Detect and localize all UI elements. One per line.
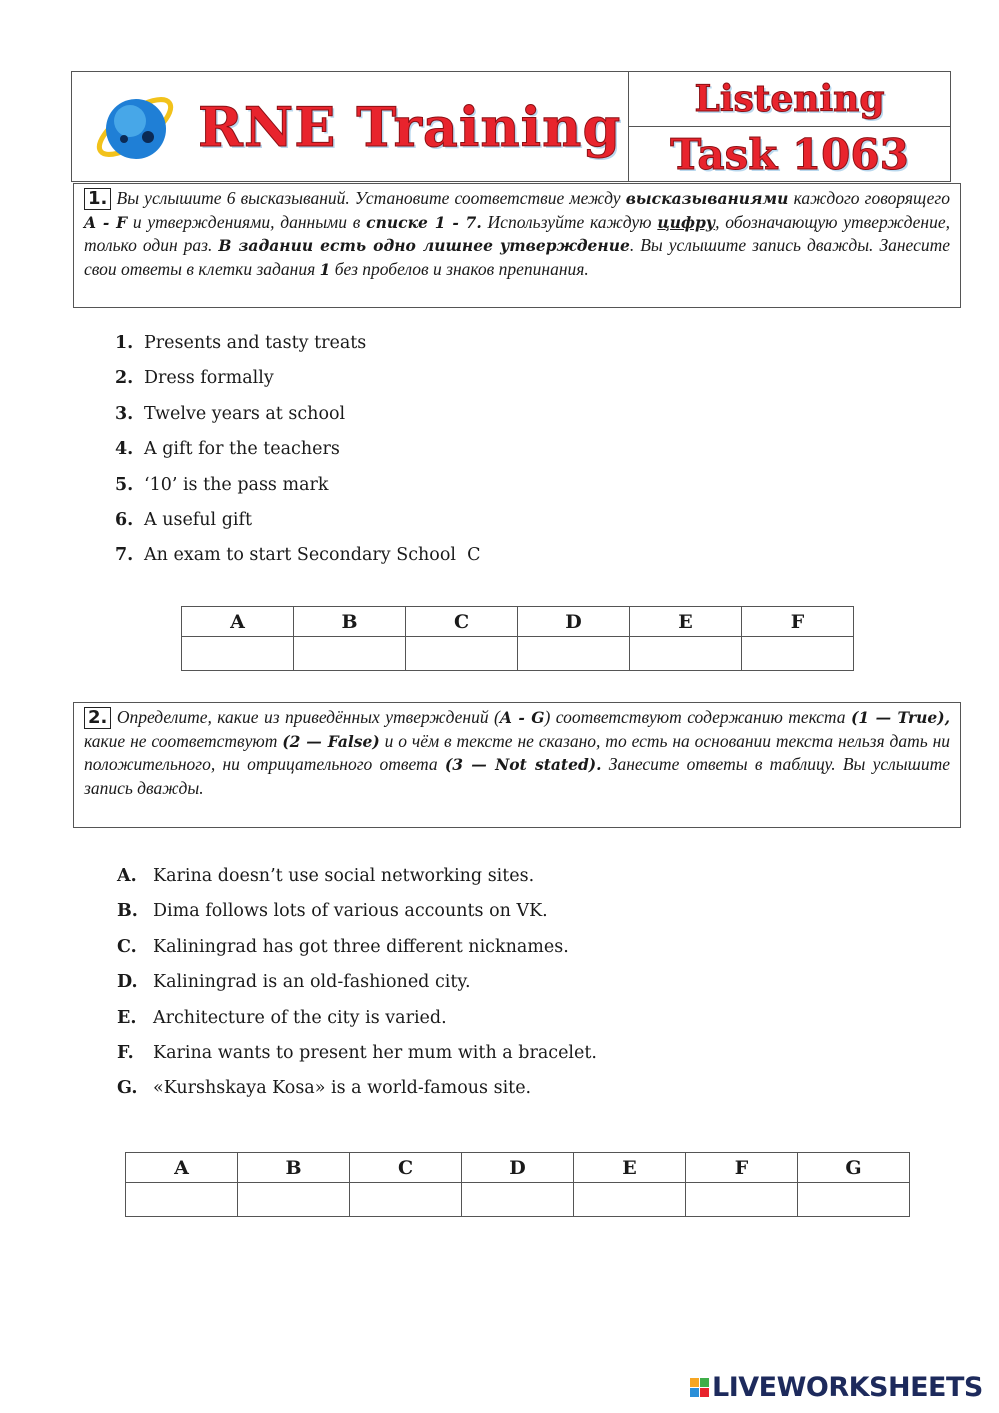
answer-cell[interactable] [686,1183,798,1217]
item-letter: G. [117,1078,138,1099]
instr-text: Используйте каждую [481,211,658,232]
list-item [115,404,480,439]
column-header: B [294,607,406,637]
list-item [115,510,480,545]
column-header: F [686,1153,798,1183]
item-letter: C. [117,936,137,957]
item-number: 2. [115,368,134,389]
column-header: A [182,607,294,637]
instr-text: , обозначающую утверждение, только один раз. [84,211,951,256]
instr-bold: 1 [319,259,331,279]
column-header: D [462,1153,574,1183]
instr-text: и о чём в тексте не сказано, то есть на основании текста нельзя дать ни положительного, ни отрицательного ответа [84,730,951,775]
item-text: A gift for the teachers [144,439,340,460]
task-number: Task 1063 [670,129,909,179]
answer-cell[interactable] [462,1183,574,1217]
column-header: E [630,607,742,637]
answer-cell[interactable] [294,637,406,671]
item-number: 1. [115,333,134,353]
column-header: F [742,607,854,637]
list-item [117,937,597,972]
item-letter: A. [117,866,137,886]
brand-title: RNE Training [198,94,622,159]
column-header: B [238,1153,350,1183]
item-text: Presents and tasty treats [144,333,367,353]
column-header: E [574,1153,686,1183]
list-item [117,901,597,936]
instr-bold-underlined: цифру [657,212,716,232]
brand-block [72,72,629,181]
item-text: ‘10’ is the pass mark [144,474,329,495]
list-item [115,368,480,403]
list-item [117,972,597,1007]
worksheet-header [71,71,951,182]
instr-text: ) соответствуют содержанию текста [544,707,851,727]
instr-bold: A - G [499,708,545,727]
liveworksheets-logo[interactable] [690,1372,983,1403]
instr-text: без пробелов и знаков препинания. [330,258,589,279]
item-number: 6. [115,509,134,530]
item-number: 4. [115,439,134,460]
instr-bold: (1 — True), [850,708,950,727]
item-text: Dima follows lots of various accounts on VK. [153,901,548,922]
list-item [117,1078,597,1113]
answer-cell[interactable] [574,1183,686,1217]
item-text: Architecture of the city is varied. [153,1007,447,1028]
column-header: G [798,1153,910,1183]
item-text: «Kurshskaya Kosa» is a world-famous site. [153,1078,532,1099]
item-number: 5. [115,474,134,495]
answer-cell[interactable] [798,1183,910,1217]
column-header: D [518,607,630,637]
answer-cell[interactable] [406,637,518,671]
item-text: Karina wants to present her mum with a bracelet. [153,1042,597,1063]
instr-bold: (2 — False) [282,731,380,751]
list-item [115,333,480,368]
task-label-block [629,72,950,181]
instr-bold: В задании есть одно лишнее утверждение [218,236,630,256]
task1-number: 1. [84,188,111,210]
instr-text: каждого говорящего [788,188,950,208]
column-header: C [350,1153,462,1183]
instr-bold: списке 1 - 7. [366,212,482,232]
item-text: Twelve years at school [144,403,346,424]
list-item [117,866,597,901]
item-text: Dress formally [144,368,274,389]
item-letter: B. [117,901,138,922]
item-text: Karina doesn’t use social networking sites. [153,866,535,886]
task1-instructions [73,183,961,308]
item-number: 7. [115,545,134,566]
item-text: An exam to start Secondary School C [144,545,481,566]
instr-bold: высказываниями [625,189,789,208]
item-text: Kaliningrad has got three different nicknames. [153,936,569,957]
item-text: A useful gift [144,509,253,530]
task1-statement-list [115,333,480,581]
answer-cell[interactable] [238,1183,350,1217]
section-label: Listening [629,72,950,127]
task2-statement-list [117,866,597,1114]
globe-logo-icon [90,87,180,167]
answer-cell[interactable] [742,637,854,671]
answer-cell[interactable] [350,1183,462,1217]
instr-text: какие не соответствуют [84,730,283,751]
answer-cell[interactable] [518,637,630,671]
list-item [115,545,480,580]
item-letter: D. [117,972,138,993]
instr-bold: A - F [84,212,128,232]
task2-number: 2. [84,707,111,729]
answer-cell[interactable] [126,1183,238,1217]
task2-instructions [73,702,961,828]
answer-cell[interactable] [630,637,742,671]
column-header: A [126,1153,238,1183]
instr-text: и утверждениями, данными в [127,211,367,232]
column-header: C [406,607,518,637]
liveworksheets-wordmark: LIVEWORKSHEETS [712,1372,983,1403]
answer-cell[interactable] [182,637,294,671]
list-item [117,1043,597,1078]
item-letter: F. [117,1042,134,1063]
item-letter: E. [117,1007,137,1028]
item-number: 3. [115,403,134,424]
instr-text: Определите, какие из приведённых утверждений ( [111,707,500,727]
list-item [117,1008,597,1043]
instr-text: . Вы услышите запись дважды. Занесите свои ответы в клетки задания [84,235,951,279]
task2-answer-table [125,1152,910,1217]
item-text: Kaliningrad is an old-fashioned city. [153,972,471,993]
list-item [115,439,480,474]
liveworksheets-icon [690,1378,709,1397]
instr-text: Занесите ответы в таблицу. Вы услышите запись дважды. [84,754,950,798]
instr-bold: (3 — Not stated). [444,755,602,775]
task1-answer-table [181,606,854,671]
list-item [115,475,480,510]
instr-text: Вы услышите 6 высказываний. Установите соответствие между [111,188,626,208]
